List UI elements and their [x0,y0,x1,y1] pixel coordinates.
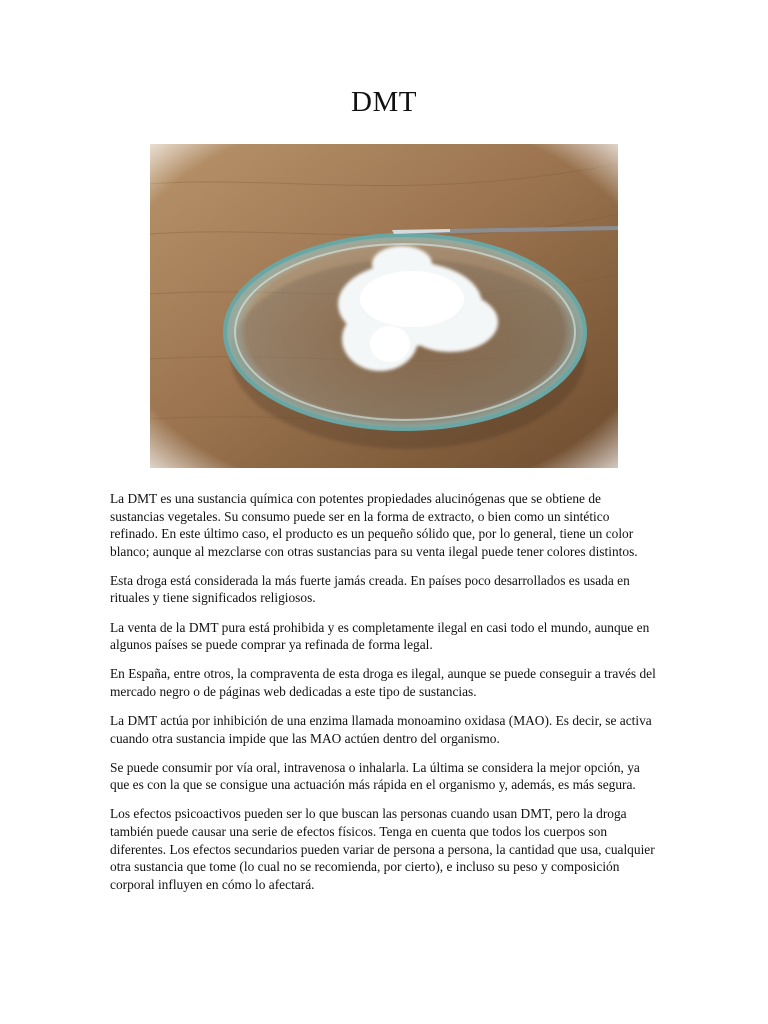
paragraph-5: La DMT actúa por inhibición de una enzima llamada monoamino oxidasa (MAO). Es decir, se activa cuando otra sustancia impide que las MAO actúen dentro del organismo. [110,712,652,746]
paragraph-1: La DMT es una sustancia química con potentes propiedades alucinógenas que se obtiene de sustancias vegetales. Su consumo puede ser en la forma de extracto, o bien como un sintético refinado. En este último caso, el producto es un pequeño sólido que, por lo general, tiene un color blanco; aunque al mezclarse con otras sustancias para su venta ilegal puede tener colores distintos. [110,491,638,559]
paragraph-7: Los efectos psicoactivos pueden ser lo que buscan las personas cuando usan DMT, pero la droga también puede causar una serie de efectos físicos. Tenga en cuenta que todos los cuerpos son diferentes. Los efectos secundarios pueden variar de persona a persona, la cantidad que usa, cualquier otra sustancia que tome (lo cual no se recomienda, por cierto), e incluso su peso y composición corporal influyen en cómo lo afectará. [110,806,655,892]
page-title: DMT [351,86,417,118]
paragraph-4: En España, entre otros, la compraventa de esta droga es ilegal, aunque se puede conseguir a través del mercado negro o de páginas web dedicadas a este tipo de sustancias. [110,666,656,699]
paragraph-2: Esta droga está considerada la más fuerte jamás creada. En países poco desarrollados es usada en rituales y tiene significados religiosos. [110,572,630,606]
article-body [110,490,658,905]
paragraph-6: Se puede consumir por vía oral, intravenosa o inhalarla. La última se considera la mejor opción, ya que es con la que se consigue una actuación más rápida en el organismo y, además, es más segura. [110,759,640,793]
dmt-crystals-photo [150,144,618,468]
paragraph-3: La venta de la DMT pura está prohibida y es completamente ilegal en casi todo el mundo, aunque en algunos países se puede comprar ya refinada de forma legal. [110,619,650,653]
